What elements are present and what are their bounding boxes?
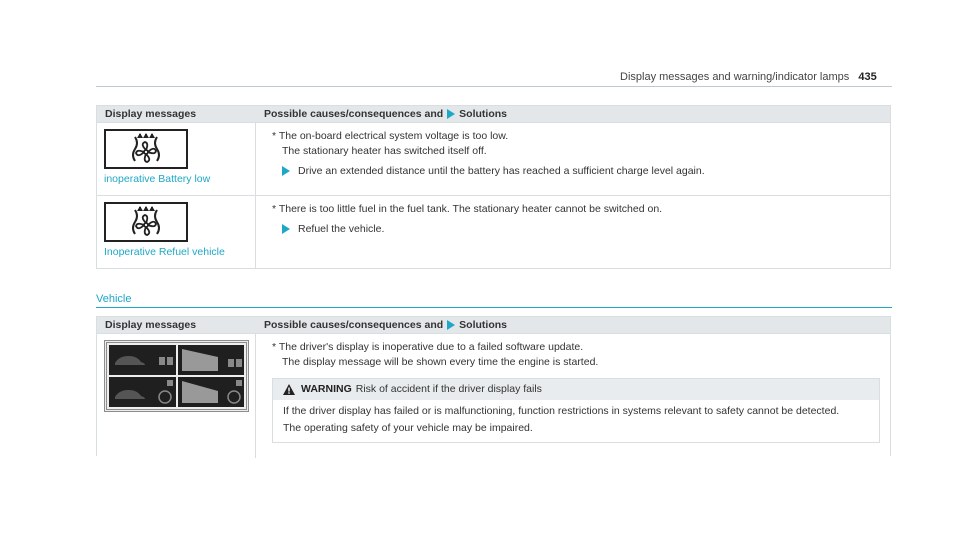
causes-cell: [256, 123, 890, 195]
message-caption: Inoperative Refuel vehicle: [104, 246, 225, 258]
col-display-messages: Display messages: [105, 319, 197, 331]
header-title: Display messages and warning/indicator lamps: [620, 71, 850, 83]
warning-body: [273, 400, 879, 442]
warning-header: [273, 379, 879, 400]
warning-title: Risk of accident if the driver display fails: [355, 383, 542, 395]
col-causes: Possible causes/consequences and Solutions: [264, 319, 508, 331]
step-arrow-icon: [282, 224, 290, 234]
cause-text: * There is too little fuel in the fuel tank. The stationary heater cannot be switched on.: [272, 203, 663, 215]
causes-cell: [256, 196, 890, 268]
cause-text: * The driver's display is inoperative due to a failed software update.: [272, 341, 584, 353]
warning-box: [272, 378, 880, 443]
warning-triangle-icon: [283, 384, 295, 395]
page-number: 435: [858, 71, 877, 83]
solution-step: Drive an extended distance until the battery has reached a sufficient charge level again.: [272, 164, 880, 179]
arrow-icon: [447, 320, 455, 330]
stationary-heater-icon: [104, 129, 188, 169]
screen-panel: [178, 377, 245, 407]
messages-table-vehicle: [96, 316, 891, 456]
warning-text: If the driver display has failed or is malfunctioning, function restrictions in systems relevant to safety cannot be detected.: [283, 405, 840, 417]
message-cell: [97, 196, 256, 268]
table-row: [97, 333, 890, 458]
screen-panel: [178, 345, 245, 375]
warning-label: WARNING: [301, 383, 352, 395]
step-arrow-icon: [282, 166, 290, 176]
messages-table-heater: [96, 105, 891, 269]
detail-text: The stationary heater has switched itself off.: [282, 145, 487, 157]
table-header: [97, 317, 890, 333]
message-caption: inoperative Battery low: [104, 173, 211, 185]
page-header: [620, 71, 877, 83]
col-causes: Possible causes/consequences and Solutions: [264, 108, 508, 120]
col-display-messages: Display messages: [105, 108, 197, 120]
table-row: [97, 122, 890, 195]
section-rule: [96, 307, 892, 308]
message-cell: [97, 334, 256, 458]
cause-text: * The on-board electrical system voltage is too low.: [272, 130, 509, 142]
causes-cell: [256, 334, 890, 458]
warning-text: The operating safety of your vehicle may be impaired.: [283, 422, 533, 434]
driver-display-screens-icon: [104, 340, 249, 412]
section-title: Vehicle: [96, 293, 132, 305]
table-row: [97, 195, 890, 268]
screen-panel: [109, 377, 176, 407]
solution-step: Refuel the vehicle.: [272, 222, 880, 237]
detail-text: The display message will be shown every time the engine is started.: [282, 356, 599, 368]
table-header: [97, 106, 890, 122]
stationary-heater-icon: [104, 202, 188, 242]
arrow-icon: [447, 109, 455, 119]
message-cell: [97, 123, 256, 195]
header-rule: [96, 86, 892, 87]
screen-panel: [109, 345, 176, 375]
